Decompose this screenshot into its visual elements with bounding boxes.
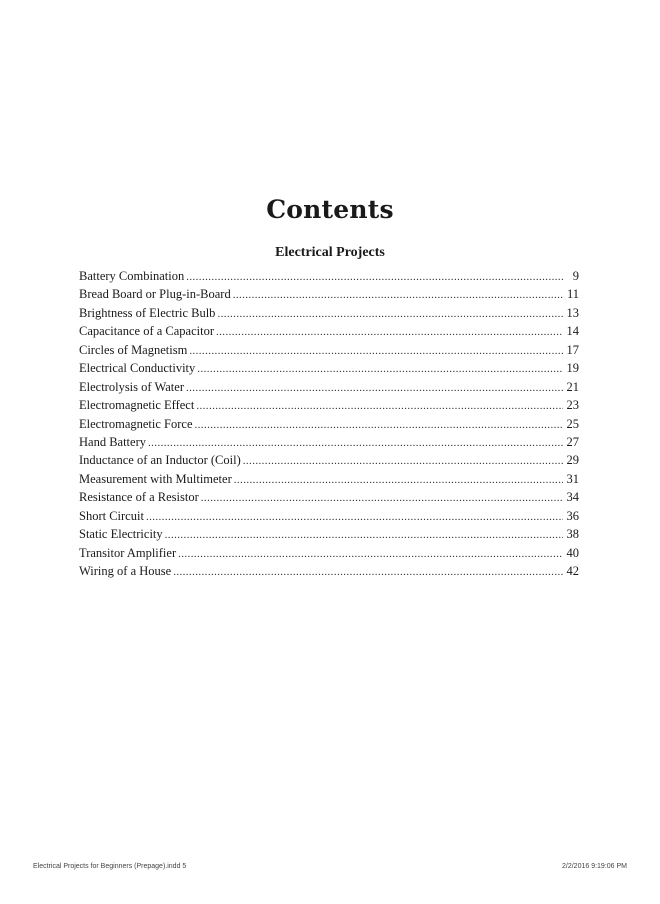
toc-entry bbox=[79, 470, 579, 488]
toc-entry-page: 14 bbox=[566, 324, 579, 339]
toc-entry-title: Capacitance of a Capacitor bbox=[79, 324, 214, 339]
dot-leader bbox=[148, 434, 563, 452]
toc-entry bbox=[79, 507, 579, 525]
toc-entry-page: 29 bbox=[566, 453, 579, 468]
toc-entry bbox=[79, 544, 579, 562]
toc-entry-page: 34 bbox=[566, 490, 579, 505]
toc-entry-title: Inductance of an Inductor (Coil) bbox=[79, 453, 241, 468]
toc-entry bbox=[79, 451, 579, 469]
dot-leader bbox=[178, 545, 563, 563]
toc-entry bbox=[79, 304, 579, 322]
section-heading: Electrical Projects bbox=[275, 245, 385, 260]
toc-entry bbox=[79, 562, 579, 580]
toc-entry-title: Short Circuit bbox=[79, 508, 144, 523]
toc-entry-page: 31 bbox=[566, 471, 579, 486]
toc-entry bbox=[79, 433, 579, 451]
toc-entry bbox=[79, 267, 579, 285]
toc-entry-page: 23 bbox=[566, 398, 579, 413]
toc-entry-title: Electrical Conductivity bbox=[79, 361, 196, 376]
toc-entry-title: Hand Battery bbox=[79, 434, 146, 449]
dot-leader bbox=[201, 489, 563, 507]
footer-timestamp: 2/2/2016 9:19:06 PM bbox=[562, 863, 627, 870]
page-title: Contents bbox=[266, 195, 394, 224]
toc-entry bbox=[79, 378, 579, 396]
toc-entry bbox=[79, 341, 579, 359]
dot-leader bbox=[173, 563, 563, 581]
dot-leader bbox=[216, 323, 563, 341]
toc-entry-page: 17 bbox=[566, 342, 579, 357]
toc-entry-page: 38 bbox=[566, 527, 579, 542]
toc-entry-page: 19 bbox=[566, 361, 579, 376]
toc-entry-title: Measurement with Multimeter bbox=[79, 471, 232, 486]
dot-leader bbox=[186, 268, 563, 286]
toc-entry bbox=[79, 415, 579, 433]
toc-entry bbox=[79, 322, 579, 340]
dot-leader bbox=[196, 397, 563, 415]
toc-entry-page: 21 bbox=[566, 379, 579, 394]
toc-entry-page: 36 bbox=[566, 508, 579, 523]
dot-leader bbox=[195, 416, 564, 434]
toc-entry-page: 11 bbox=[566, 287, 579, 302]
toc-entry-title: Electromagnetic Effect bbox=[79, 398, 195, 413]
toc-entry-title: Battery Combination bbox=[79, 269, 185, 283]
toc-entry-page: 9 bbox=[572, 269, 579, 283]
toc-entry-title: Circles of Magnetism bbox=[79, 342, 188, 357]
dot-leader bbox=[165, 526, 563, 544]
toc-entry-title: Transitor Amplifier bbox=[79, 545, 177, 560]
dot-leader bbox=[233, 286, 563, 304]
toc-entry-page: 13 bbox=[566, 305, 579, 320]
dot-leader bbox=[217, 305, 563, 323]
dot-leader bbox=[197, 360, 563, 378]
toc-entry-page: 27 bbox=[566, 434, 579, 449]
dot-leader bbox=[146, 508, 563, 526]
toc-entry-title: Wiring of a House bbox=[79, 564, 172, 578]
toc-entry bbox=[79, 488, 579, 506]
toc-entry bbox=[79, 396, 579, 414]
toc-entry-page: 40 bbox=[566, 545, 579, 560]
toc-entry-page: 42 bbox=[566, 564, 579, 578]
toc-entry-title: Static Electricity bbox=[79, 527, 163, 542]
toc-entry-title: Electrolysis of Water bbox=[79, 379, 184, 394]
toc-entry-title: Resistance of a Resistor bbox=[79, 490, 199, 505]
dot-leader bbox=[234, 471, 563, 489]
dot-leader bbox=[186, 379, 563, 397]
dot-leader bbox=[189, 342, 563, 360]
table-of-contents bbox=[79, 267, 579, 580]
toc-entry bbox=[79, 359, 579, 377]
toc-entry-title: Bread Board or Plug-in-Board bbox=[79, 287, 231, 302]
dot-leader bbox=[243, 452, 563, 470]
toc-entry-page: 25 bbox=[566, 416, 579, 431]
toc-entry bbox=[79, 285, 579, 303]
footer-file-name: Electrical Projects for Beginners (Prepage).indd 5 bbox=[33, 863, 187, 870]
toc-entry bbox=[79, 525, 579, 543]
toc-entry-title: Brightness of Electric Bulb bbox=[79, 305, 216, 320]
toc-entry-title: Electromagnetic Force bbox=[79, 416, 193, 431]
